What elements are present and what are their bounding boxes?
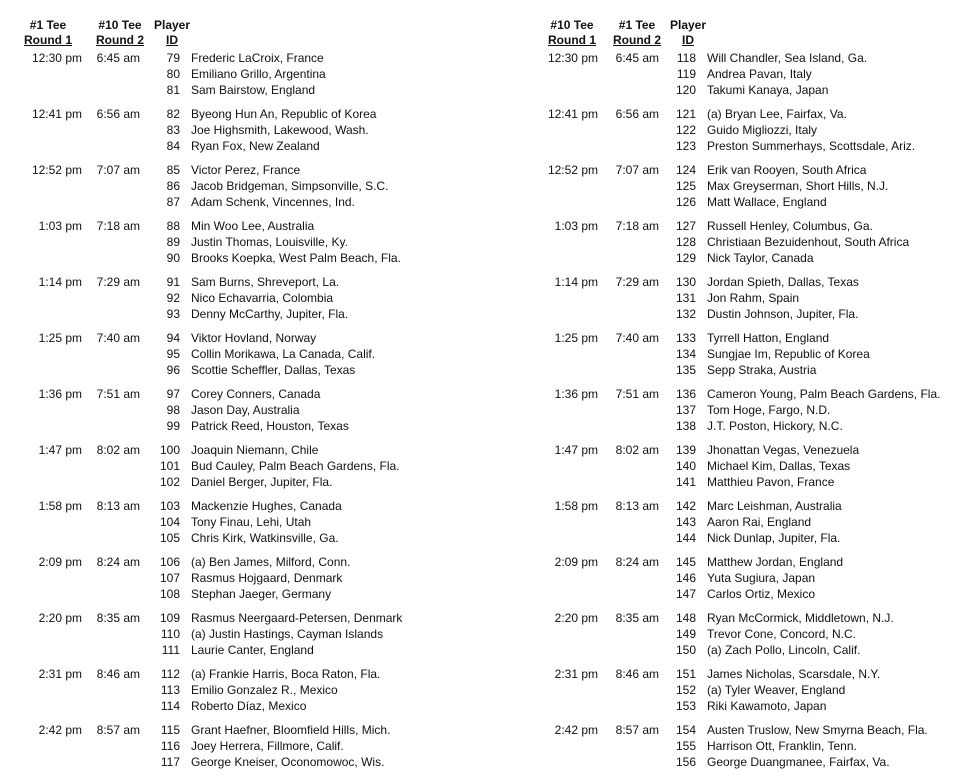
round1-time: 1:25 pm xyxy=(38,331,82,345)
player-name: Tony Finau, Lehi, Utah xyxy=(191,515,312,529)
header-line: Round 2 xyxy=(613,33,661,47)
player-id: 142 xyxy=(675,499,696,513)
tee-group xyxy=(524,722,960,778)
header-line: Player xyxy=(153,18,191,32)
round2-time: 6:45 am xyxy=(96,51,140,65)
player-id: 140 xyxy=(675,459,696,473)
round1-time: 12:30 pm xyxy=(31,51,82,65)
right-groups xyxy=(524,50,960,778)
player-id: 110 xyxy=(160,627,180,641)
player-name: Takumi Kanaya, Japan xyxy=(707,83,829,97)
player-id: 156 xyxy=(675,755,696,769)
round1-time: 12:41 pm xyxy=(31,107,82,121)
player-id: 138 xyxy=(675,419,696,433)
player-id: 144 xyxy=(675,531,696,545)
player-id: 104 xyxy=(159,515,180,529)
player-name: Russell Henley, Columbus, Ga. xyxy=(707,219,873,233)
player-name: Roberto Díaz, Mexico xyxy=(191,699,307,713)
round1-time: 12:52 pm xyxy=(547,163,598,177)
player-name: Denny McCarthy, Jupiter, Fla. xyxy=(191,307,349,321)
tee-group xyxy=(0,386,480,442)
player-id: 85 xyxy=(166,163,180,177)
player-name: Chris Kirk, Watkinsville, Ga. xyxy=(191,531,339,545)
player-name: Victor Perez, France xyxy=(191,163,301,177)
player-name: Rasmus Hojgaard, Denmark xyxy=(191,571,343,585)
player-id: 91 xyxy=(166,275,180,289)
round2-time: 7:07 am xyxy=(96,163,140,177)
tee-times-right-column xyxy=(524,18,960,778)
round2-time: 6:45 am xyxy=(615,51,659,65)
header-tee-round1 xyxy=(540,18,604,48)
tee-group xyxy=(524,106,960,162)
player-name: Will Chandler, Sea Island, Ga. xyxy=(707,51,868,65)
player-name: Tyrrell Hatton, England xyxy=(707,331,830,345)
player-id: 127 xyxy=(675,219,696,233)
round1-time: 2:20 pm xyxy=(38,611,82,625)
player-name: Matthieu Pavon, France xyxy=(707,475,835,489)
player-name: Collin Morikawa, La Canada, Calif. xyxy=(191,347,376,361)
player-name: James Nicholas, Scarsdale, N.Y. xyxy=(707,667,881,681)
left-groups xyxy=(0,50,480,778)
tee-group xyxy=(0,442,480,498)
right-column-header xyxy=(524,18,960,50)
player-id: 108 xyxy=(159,587,180,601)
player-id: 146 xyxy=(675,571,696,585)
round2-time: 8:35 am xyxy=(615,611,659,625)
player-name: Joe Highsmith, Lakewood, Wash. xyxy=(191,123,369,137)
player-id: 79 xyxy=(166,51,180,65)
player-name: Laurie Canter, England xyxy=(191,643,314,657)
tee-group xyxy=(524,498,960,554)
player-name: Ryan Fox, New Zealand xyxy=(191,139,320,153)
tee-group xyxy=(524,162,960,218)
player-name: Cameron Young, Palm Beach Gardens, Fla. xyxy=(707,387,941,401)
round2-time: 7:51 am xyxy=(96,387,140,401)
round2-time: 7:40 am xyxy=(615,331,659,345)
tee-group xyxy=(524,218,960,274)
player-name: (a) Justin Hastings, Cayman Islands xyxy=(191,627,384,641)
round2-time: 8:02 am xyxy=(615,443,659,457)
player-name: Preston Summerhays, Scottsdale, Ariz. xyxy=(707,139,916,153)
round1-time: 2:31 pm xyxy=(38,667,82,681)
player-id: 145 xyxy=(675,555,696,569)
player-name: Byeong Hun An, Republic of Korea xyxy=(191,107,377,121)
player-id: 120 xyxy=(675,83,696,97)
round2-time: 6:56 am xyxy=(615,107,659,121)
player-id: 135 xyxy=(675,363,696,377)
header-line: #10 Tee xyxy=(98,18,142,32)
player-name: Brooks Koepka, West Palm Beach, Fla. xyxy=(191,251,401,265)
tee-group xyxy=(0,722,480,778)
player-name: Emilio Gonzalez R., Mexico xyxy=(191,683,338,697)
player-id: 148 xyxy=(675,611,696,625)
player-id: 107 xyxy=(159,571,180,585)
player-name: (a) Zach Pollo, Lincoln, Calif. xyxy=(707,643,861,657)
player-name: (a) Tyler Weaver, England xyxy=(707,683,846,697)
player-id: 153 xyxy=(675,699,696,713)
player-id: 102 xyxy=(159,475,180,489)
tee-group xyxy=(524,50,960,106)
player-id: 92 xyxy=(166,291,180,305)
player-name: Scottie Scheffler, Dallas, Texas xyxy=(191,363,356,377)
header-line: #1 Tee xyxy=(618,18,656,32)
player-id: 122 xyxy=(675,123,696,137)
player-name: Min Woo Lee, Australia xyxy=(191,219,315,233)
round2-time: 8:02 am xyxy=(96,443,140,457)
round1-time: 1:58 pm xyxy=(38,499,82,513)
player-id: 128 xyxy=(675,235,696,249)
player-id: 93 xyxy=(166,307,180,321)
tee-group xyxy=(524,610,960,666)
player-id: 137 xyxy=(675,403,696,417)
player-name: Dustin Johnson, Jupiter, Fla. xyxy=(707,307,859,321)
player-id: 154 xyxy=(675,723,696,737)
player-name: Grant Haefner, Bloomfield Hills, Mich. xyxy=(191,723,391,737)
player-id: 99 xyxy=(166,419,180,433)
player-name: Andrea Pavan, Italy xyxy=(707,67,812,81)
round2-time: 7:51 am xyxy=(615,387,659,401)
player-name: Marc Leishman, Australia xyxy=(707,499,842,513)
player-name: Mackenzie Hughes, Canada xyxy=(191,499,342,513)
tee-group xyxy=(0,218,480,274)
player-id: 90 xyxy=(166,251,180,265)
player-name: Harrison Ott, Franklin, Tenn. xyxy=(707,739,857,753)
header-line: ID xyxy=(166,33,178,47)
tee-group xyxy=(524,554,960,610)
tee-times-left-column xyxy=(0,18,480,778)
player-name: Jon Rahm, Spain xyxy=(707,291,800,305)
player-id: 94 xyxy=(166,331,180,345)
player-id: 100 xyxy=(159,443,180,457)
round1-time: 2:31 pm xyxy=(554,667,598,681)
round2-time: 8:24 am xyxy=(615,555,659,569)
player-name: Max Greyserman, Short Hills, N.J. xyxy=(707,179,889,193)
round2-time: 8:35 am xyxy=(96,611,140,625)
player-name: Nick Dunlap, Jupiter, Fla. xyxy=(707,531,841,545)
player-id: 103 xyxy=(159,499,180,513)
round2-time: 8:46 am xyxy=(96,667,140,681)
tee-group xyxy=(524,442,960,498)
round1-time: 12:52 pm xyxy=(31,163,82,177)
round1-time: 2:20 pm xyxy=(554,611,598,625)
tee-group xyxy=(0,666,480,722)
player-id: 105 xyxy=(159,531,180,545)
tee-group xyxy=(0,50,480,106)
player-name: Nick Taylor, Canada xyxy=(707,251,814,265)
player-name: George Duangmanee, Fairfax, Va. xyxy=(707,755,890,769)
player-id: 132 xyxy=(675,307,696,321)
player-name: George Kneiser, Oconomowoc, Wis. xyxy=(191,755,385,769)
player-id: 124 xyxy=(675,163,696,177)
player-id: 149 xyxy=(675,627,696,641)
player-name: Patrick Reed, Houston, Texas xyxy=(191,419,349,433)
player-name: Christiaan Bezuidenhout, South Africa xyxy=(707,235,910,249)
player-id: 134 xyxy=(675,347,696,361)
player-id: 152 xyxy=(675,683,696,697)
round2-time: 6:56 am xyxy=(96,107,140,121)
header-tee-round1 xyxy=(16,18,80,48)
player-id: 81 xyxy=(166,83,180,97)
player-id: 136 xyxy=(675,387,696,401)
tee-group xyxy=(0,330,480,386)
round1-time: 1:36 pm xyxy=(554,387,598,401)
player-name: Jordan Spieth, Dallas, Texas xyxy=(707,275,859,289)
round2-time: 8:13 am xyxy=(96,499,140,513)
round1-time: 2:42 pm xyxy=(38,723,82,737)
header-line: Round 1 xyxy=(548,33,596,47)
player-id: 123 xyxy=(675,139,696,153)
tee-group xyxy=(524,274,960,330)
player-id: 116 xyxy=(160,739,180,753)
player-id: 98 xyxy=(166,403,180,417)
round2-time: 7:29 am xyxy=(615,275,659,289)
player-id: 133 xyxy=(675,331,696,345)
player-name: Stephan Jaeger, Germany xyxy=(191,587,332,601)
player-name: Jason Day, Australia xyxy=(191,403,300,417)
round1-time: 2:09 pm xyxy=(554,555,598,569)
header-line: #10 Tee xyxy=(550,18,594,32)
tee-group xyxy=(0,610,480,666)
round1-time: 1:36 pm xyxy=(38,387,82,401)
round1-time: 1:47 pm xyxy=(38,443,82,457)
player-name: Bud Cauley, Palm Beach Gardens, Fla. xyxy=(191,459,400,473)
player-id: 95 xyxy=(166,347,180,361)
player-name: Sepp Straka, Austria xyxy=(707,363,817,377)
round2-time: 7:18 am xyxy=(615,219,659,233)
player-name: Rasmus Neergaard-Petersen, Denmark xyxy=(191,611,403,625)
player-id: 84 xyxy=(166,139,180,153)
tee-group xyxy=(0,274,480,330)
header-tee-round2 xyxy=(605,18,669,48)
player-name: Austen Truslow, New Smyrna Beach, Fla. xyxy=(707,723,928,737)
player-id: 139 xyxy=(675,443,696,457)
player-name: Joey Herrera, Fillmore, Calif. xyxy=(191,739,344,753)
header-line: Player xyxy=(669,18,707,32)
player-id: 83 xyxy=(166,123,180,137)
round2-time: 8:57 am xyxy=(615,723,659,737)
round1-time: 1:58 pm xyxy=(554,499,598,513)
round2-time: 7:29 am xyxy=(96,275,140,289)
player-id: 82 xyxy=(166,107,180,121)
player-id: 97 xyxy=(166,387,180,401)
player-id: 115 xyxy=(160,723,180,737)
player-name: Riki Kawamoto, Japan xyxy=(707,699,827,713)
player-name: Frederic LaCroix, France xyxy=(191,51,324,65)
player-name: Ryan McCormick, Middletown, N.J. xyxy=(707,611,894,625)
player-id: 86 xyxy=(166,179,180,193)
player-name: Jacob Bridgeman, Simpsonville, S.C. xyxy=(191,179,389,193)
round1-time: 1:25 pm xyxy=(554,331,598,345)
player-name: Trevor Cone, Concord, N.C. xyxy=(707,627,856,641)
round2-time: 8:57 am xyxy=(96,723,140,737)
header-line: #1 Tee xyxy=(29,18,67,32)
player-id: 106 xyxy=(159,555,180,569)
player-name: Sam Bairstow, England xyxy=(191,83,316,97)
player-id: 126 xyxy=(675,195,696,209)
player-name: (a) Ben James, Milford, Conn. xyxy=(191,555,351,569)
player-name: Tom Hoge, Fargo, N.D. xyxy=(707,403,831,417)
tee-group xyxy=(0,162,480,218)
player-name: Justin Thomas, Louisville, Ky. xyxy=(191,235,348,249)
player-id: 131 xyxy=(675,291,696,305)
tee-group xyxy=(0,554,480,610)
round2-time: 7:07 am xyxy=(615,163,659,177)
player-name: Yuta Sugiura, Japan xyxy=(707,571,816,585)
player-id: 129 xyxy=(675,251,696,265)
round1-time: 12:30 pm xyxy=(547,51,598,65)
player-id: 114 xyxy=(160,699,180,713)
player-id: 111 xyxy=(161,643,180,657)
tee-group xyxy=(0,106,480,162)
player-name: Daniel Berger, Jupiter, Fla. xyxy=(191,475,333,489)
left-column-header xyxy=(0,18,480,50)
player-id: 80 xyxy=(166,67,180,81)
header-line: Round 1 xyxy=(24,33,72,47)
player-id: 87 xyxy=(166,195,180,209)
round2-time: 8:24 am xyxy=(96,555,140,569)
player-name: Viktor Hovland, Norway xyxy=(191,331,317,345)
round1-time: 1:03 pm xyxy=(38,219,82,233)
player-id: 130 xyxy=(675,275,696,289)
player-name: Aaron Rai, England xyxy=(707,515,812,529)
player-name: Nico Echavarria, Colombia xyxy=(191,291,334,305)
player-id: 121 xyxy=(675,107,696,121)
round2-time: 7:18 am xyxy=(96,219,140,233)
round1-time: 1:47 pm xyxy=(554,443,598,457)
round2-time: 8:13 am xyxy=(615,499,659,513)
round1-time: 2:09 pm xyxy=(38,555,82,569)
player-id: 155 xyxy=(675,739,696,753)
player-name: Jhonattan Vegas, Venezuela xyxy=(707,443,860,457)
player-name: Michael Kim, Dallas, Texas xyxy=(707,459,851,473)
round1-time: 1:14 pm xyxy=(554,275,598,289)
player-name: Guido Migliozzi, Italy xyxy=(707,123,818,137)
player-name: Joaquin Niemann, Chile xyxy=(191,443,319,457)
player-id: 112 xyxy=(160,667,180,681)
player-id: 101 xyxy=(159,459,180,473)
round1-time: 12:41 pm xyxy=(547,107,598,121)
player-id: 141 xyxy=(675,475,696,489)
header-line: ID xyxy=(682,33,694,47)
player-id: 125 xyxy=(675,179,696,193)
player-id: 89 xyxy=(166,235,180,249)
player-id: 143 xyxy=(675,515,696,529)
player-id: 119 xyxy=(676,67,696,81)
player-name: Sam Burns, Shreveport, La. xyxy=(191,275,340,289)
player-id: 151 xyxy=(675,667,696,681)
player-name: (a) Bryan Lee, Fairfax, Va. xyxy=(707,107,847,121)
round2-time: 8:46 am xyxy=(615,667,659,681)
player-name: Erik van Rooyen, South Africa xyxy=(707,163,867,177)
player-name: Adam Schenk, Vincennes, Ind. xyxy=(191,195,355,209)
player-id: 88 xyxy=(166,219,180,233)
player-id: 109 xyxy=(159,611,180,625)
tee-group xyxy=(524,666,960,722)
round1-time: 1:03 pm xyxy=(554,219,598,233)
player-id: 96 xyxy=(166,363,180,377)
round2-time: 7:40 am xyxy=(96,331,140,345)
header-player-id xyxy=(150,18,194,48)
header-tee-round2 xyxy=(88,18,152,48)
round1-time: 1:14 pm xyxy=(38,275,82,289)
player-name: Sungjae Im, Republic of Korea xyxy=(707,347,870,361)
player-name: J.T. Poston, Hickory, N.C. xyxy=(707,419,843,433)
player-name: Carlos Ortiz, Mexico xyxy=(707,587,816,601)
player-id: 117 xyxy=(160,755,180,769)
player-id: 147 xyxy=(675,587,696,601)
tee-group xyxy=(524,386,960,442)
player-name: Matthew Jordan, England xyxy=(707,555,844,569)
player-name: Corey Conners, Canada xyxy=(191,387,321,401)
tee-group xyxy=(0,498,480,554)
header-line: Round 2 xyxy=(96,33,144,47)
player-name: (a) Frankie Harris, Boca Raton, Fla. xyxy=(191,667,381,681)
player-id: 113 xyxy=(160,683,180,697)
player-name: Matt Wallace, England xyxy=(707,195,827,209)
player-id: 150 xyxy=(675,643,696,657)
tee-group xyxy=(524,330,960,386)
round1-time: 2:42 pm xyxy=(554,723,598,737)
player-id: 118 xyxy=(676,51,696,65)
header-player-id xyxy=(666,18,710,48)
player-name: Emiliano Grillo, Argentina xyxy=(191,67,326,81)
